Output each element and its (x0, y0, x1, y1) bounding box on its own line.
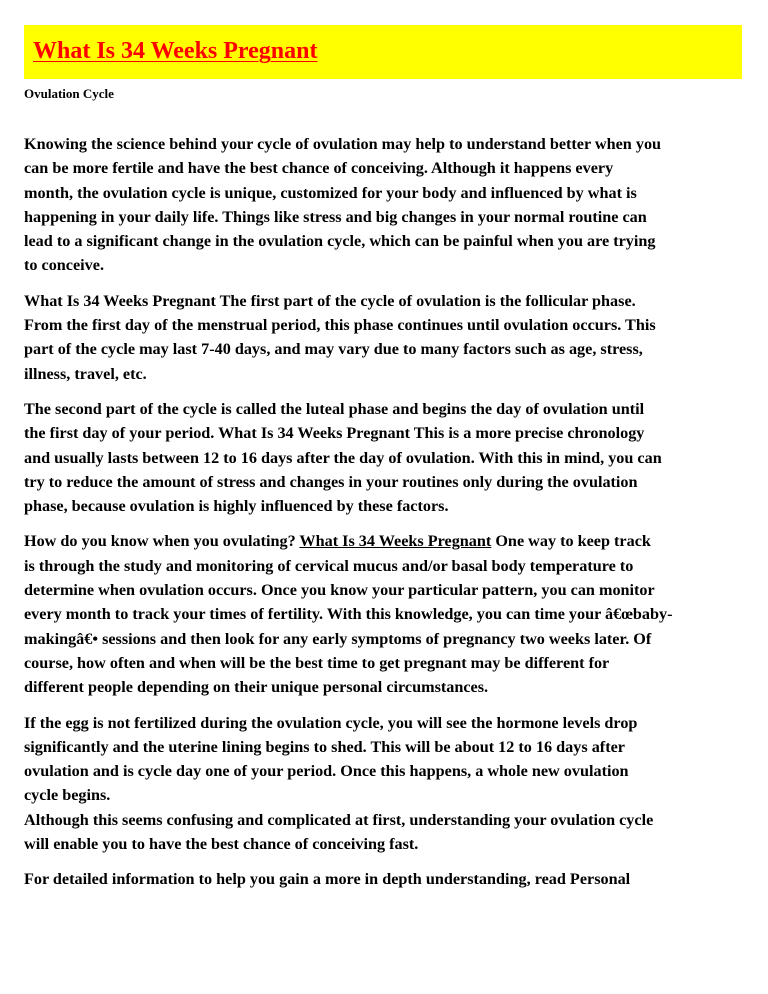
page-subtitle: Ovulation Cycle (24, 86, 114, 101)
text-segment: How do you know when you ovulating? (24, 532, 300, 551)
text-segment: One way to keep track (491, 532, 651, 551)
text-line: the first day of your period. What Is 34 Weeks Pregnant This is a more precise chronology (24, 424, 645, 443)
article-body (24, 132, 746, 903)
paragraph-6 (24, 867, 746, 891)
text-line: From the first day of the menstrual period, this phase continues until ovulation occurs. This (24, 316, 656, 335)
text-line: cycle begins. (24, 786, 111, 805)
text-line: For detailed information to help you gain a more in depth understanding, read Personal (24, 870, 631, 889)
text-line: month, the ovulation cycle is unique, customized for your body and influenced by what is (24, 183, 637, 202)
text-line: determine when ovulation occurs. Once you know your particular pattern, you can monitor (24, 581, 655, 600)
article-title-link[interactable]: What Is 34 Weeks Pregnant (299, 532, 492, 551)
text-line: to conceive. (24, 256, 105, 275)
text-line: illness, travel, etc. (24, 364, 147, 383)
text-line: is through the study and monitoring of cervical mucus and/or basal body temperature to (24, 556, 634, 575)
text-line: and usually lasts between 12 to 16 days after the day of ovulation. With this in mind, you can (24, 448, 662, 467)
text-line: different people depending on their unique personal circumstances. (24, 678, 489, 697)
text-line (24, 529, 746, 553)
paragraph-3 (24, 397, 746, 518)
text-line: What Is 34 Weeks Pregnant The first part of the cycle of ovulation is the follicular phase. (24, 291, 636, 310)
text-line: Although this seems confusing and complicated at first, understanding your ovulation cycle (24, 810, 654, 829)
text-line: ovulation and is cycle day one of your period. Once this happens, a whole new ovulation (24, 762, 629, 781)
text-line: can be more fertile and have the best chance of conceiving. Although it happens every (24, 159, 614, 178)
page-title: What Is 34 Weeks Pregnant (33, 38, 318, 64)
text-line: happening in your daily life. Things like stress and big changes in your normal routine can (24, 207, 647, 226)
text-line: makingâ€• sessions and then look for any early symptoms of pregnancy two weeks later. Of (24, 629, 652, 648)
paragraph-2 (24, 289, 746, 386)
paragraph-5 (24, 711, 746, 857)
text-line: Knowing the science behind your cycle of ovulation may help to understand better when you (24, 135, 662, 153)
text-line: try to reduce the amount of stress and changes in your routines only during the ovulation (24, 472, 638, 491)
text-line: course, how often and when will be the best time to get pregnant may be different for (24, 653, 610, 672)
text-line: lead to a significant change in the ovulation cycle, which can be painful when you are trying (24, 232, 656, 251)
text-line: part of the cycle may last 7-40 days, and may vary due to many factors such as age, stress, (24, 340, 643, 359)
paragraph-1 (24, 132, 746, 278)
paragraph-4 (24, 529, 746, 699)
text-line: every month to track your times of fertility. With this knowledge, you can time your â€œbaby- (24, 605, 673, 624)
text-line: phase, because ovulation is highly influenced by these factors. (24, 497, 449, 516)
text-line: significantly and the uterine lining begins to shed. This will be about 12 to 16 days after (24, 737, 625, 756)
text-line: If the egg is not fertilized during the ovulation cycle, you will see the hormone levels drop (24, 713, 638, 732)
text-line: will enable you to have the best chance of conceiving fast. (24, 835, 419, 854)
text-line: The second part of the cycle is called the luteal phase and begins the day of ovulation until (24, 399, 645, 418)
